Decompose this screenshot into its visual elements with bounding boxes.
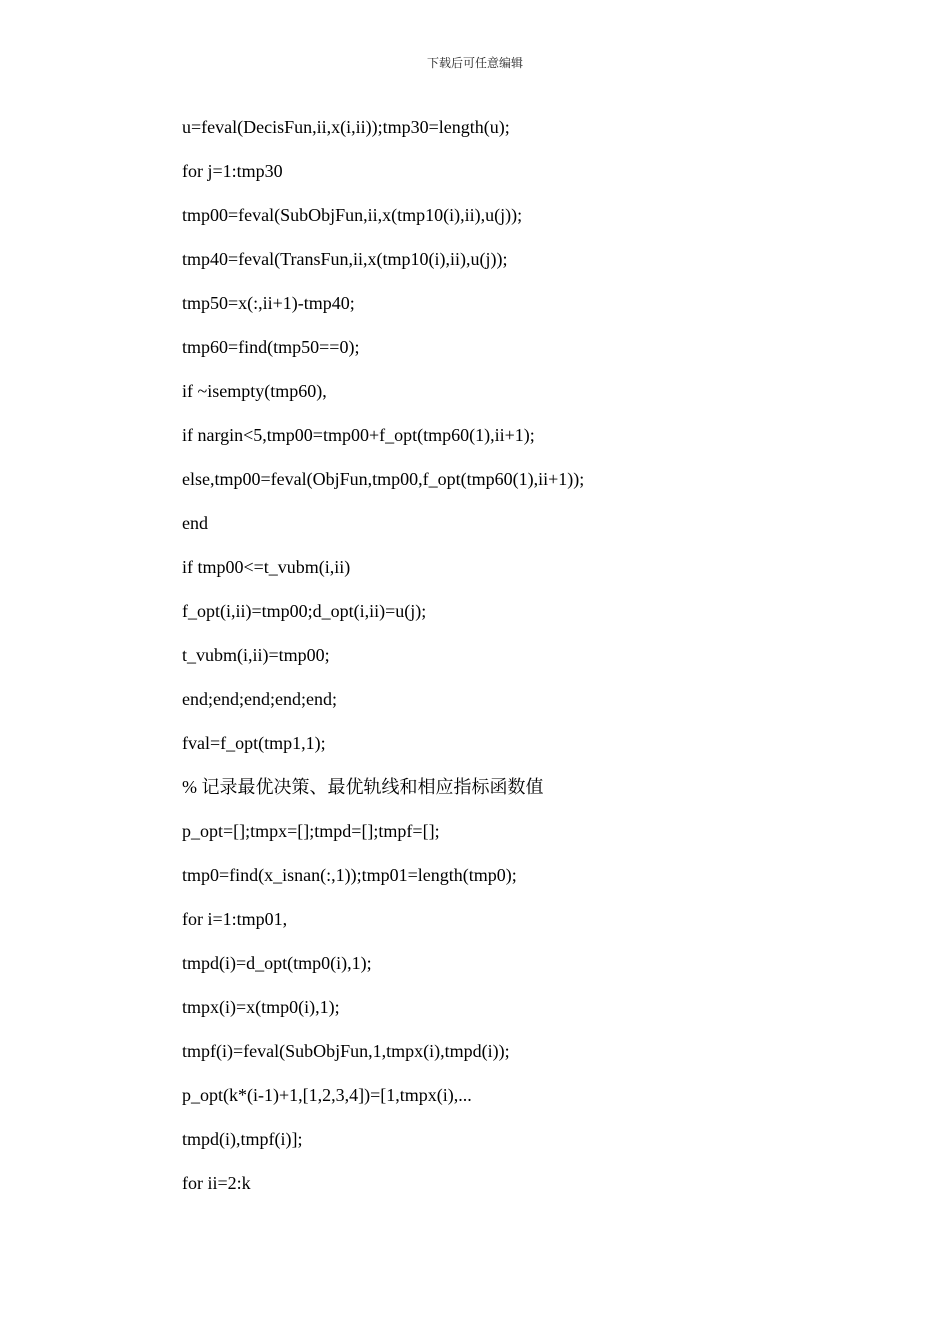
code-body	[182, 113, 902, 1213]
code-line: tmpd(i),tmpf(i)];	[182, 1129, 303, 1149]
code-line: end;end;end;end;end;	[182, 689, 337, 709]
code-line: tmpf(i)=feval(SubObjFun,1,tmpx(i),tmpd(i));	[182, 1041, 510, 1061]
code-line: tmp40=feval(TransFun,ii,x(tmp10(i),ii),u(j));	[182, 249, 508, 269]
code-line: if nargin<5,tmp00=tmp00+f_opt(tmp60(1),ii+1);	[182, 425, 535, 445]
code-line: tmp50=x(:,ii+1)-tmp40;	[182, 293, 355, 313]
code-line: p_opt(k*(i-1)+1,[1,2,3,4])=[1,tmpx(i),...	[182, 1085, 472, 1105]
code-line: fval=f_opt(tmp1,1);	[182, 733, 326, 753]
code-line: for i=1:tmp01,	[182, 909, 288, 929]
code-line: f_opt(i,ii)=tmp00;d_opt(i,ii)=u(j);	[182, 601, 427, 621]
code-line: tmp00=feval(SubObjFun,ii,x(tmp10(i),ii),u(j));	[182, 205, 523, 225]
code-line: else,tmp00=feval(ObjFun,tmp00,f_opt(tmp60(1),ii+1));	[182, 469, 585, 489]
code-line: p_opt=[];tmpx=[];tmpd=[];tmpf=[];	[182, 821, 440, 841]
comment-line: % 记录最优决策、最优轨线和相应指标函数值	[182, 777, 544, 797]
code-line: if tmp00<=t_vubm(i,ii)	[182, 557, 351, 577]
code-line: for j=1:tmp30	[182, 161, 283, 181]
code-line: u=feval(DecisFun,ii,x(i,ii));tmp30=length(u);	[182, 117, 510, 137]
code-line: tmpd(i)=d_opt(tmp0(i),1);	[182, 953, 372, 973]
code-line: tmp0=find(x_isnan(:,1));tmp01=length(tmp0);	[182, 865, 517, 885]
code-line: for ii=2:k	[182, 1173, 251, 1193]
code-line: t_vubm(i,ii)=tmp00;	[182, 645, 330, 665]
code-line: tmpx(i)=x(tmp0(i),1);	[182, 997, 340, 1017]
code-line: tmp60=find(tmp50==0);	[182, 337, 360, 357]
page-header: 下载后可任意编辑	[426, 56, 523, 70]
code-line: if ~isempty(tmp60),	[182, 381, 327, 401]
code-line: end	[182, 513, 208, 533]
